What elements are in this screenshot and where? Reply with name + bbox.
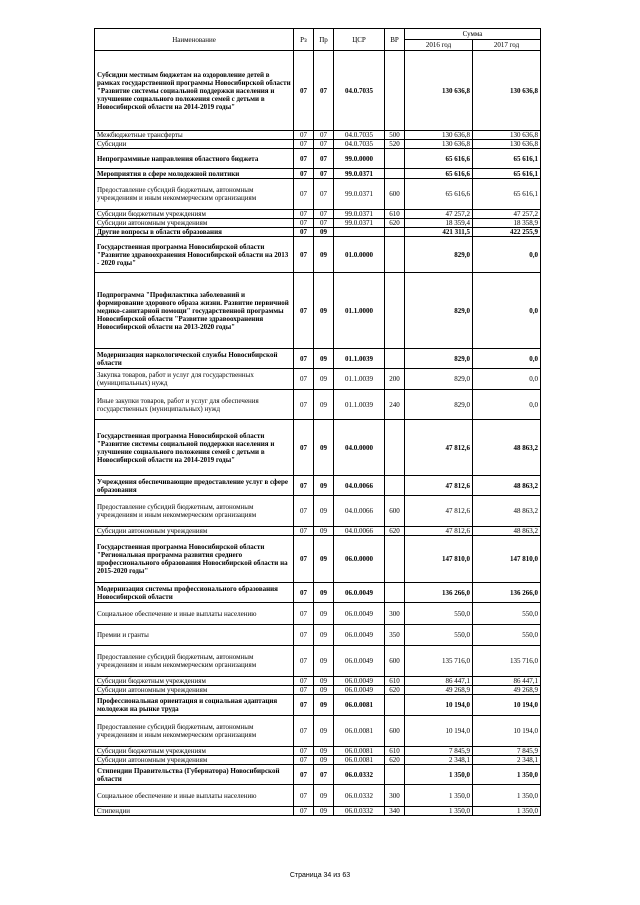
row-name-cell: Субсидии бюджетным учреждениям bbox=[95, 677, 294, 686]
row-sum-2016-cell: 65 616,6 bbox=[405, 179, 473, 210]
row-rz-cell: 07 bbox=[294, 807, 314, 816]
row-name-cell: Предоставление субсидий бюджетным, автономным учреждениям и иным некоммерческим организациям bbox=[95, 716, 294, 747]
row-name-cell: Субсидии автономным учреждениям bbox=[95, 527, 294, 536]
row-sum-2016-cell: 829,0 bbox=[405, 237, 473, 273]
row-csr-cell: 04.0.7035 bbox=[334, 51, 385, 131]
table-row bbox=[95, 210, 541, 219]
row-vr-cell: 610 bbox=[385, 677, 405, 686]
row-rz-cell: 07 bbox=[294, 677, 314, 686]
row-sum-2017-cell: 65 616,1 bbox=[473, 179, 541, 210]
row-name-cell: Стипендии bbox=[95, 807, 294, 816]
row-sum-2016-cell: 421 311,5 bbox=[405, 228, 473, 237]
row-pr-cell: 07 bbox=[314, 765, 334, 785]
row-pr-cell: 09 bbox=[314, 369, 334, 390]
row-csr-cell: 99.0.0371 bbox=[334, 169, 385, 179]
row-name-cell: Государственная программа Новосибирской области "Развитие здравоохранения Новосибирской области на 2013 - 2020 годы" bbox=[95, 237, 294, 273]
row-pr-cell: 07 bbox=[314, 140, 334, 149]
row-sum-2016-cell: 10 194,0 bbox=[405, 716, 473, 747]
row-sum-2017-cell: 18 358,9 bbox=[473, 219, 541, 228]
row-sum-2017-cell: 49 268,9 bbox=[473, 686, 541, 695]
row-name-cell: Подпрограмма "Профилактика заболеваний и формирование здорового образа жизни. Развитие первичной медико-санитарной помощи" государственной программы Новосибирской области "Развитие здравоохранения Новосибирской области на 2013-2020 годы" bbox=[95, 273, 294, 349]
row-csr-cell: 06.0.0049 bbox=[334, 603, 385, 625]
row-sum-2017-cell: 48 863,2 bbox=[473, 496, 541, 527]
row-csr-cell: 01.1.0039 bbox=[334, 390, 385, 420]
row-csr-cell: 01.0.0000 bbox=[334, 237, 385, 273]
row-name-cell: Субсидии автономным учреждениям bbox=[95, 756, 294, 765]
row-name-cell: Субсидии автономным учреждениям bbox=[95, 686, 294, 695]
row-pr-cell: 09 bbox=[314, 747, 334, 756]
row-pr-cell: 09 bbox=[314, 420, 334, 476]
row-name-cell: Государственная программа Новосибирской области "Развитие системы социальной поддержки населения и улучшение социального положения семей с детьми в Новосибирской области на 2014-2019 годы" bbox=[95, 420, 294, 476]
table-row bbox=[95, 646, 541, 677]
row-csr-cell: 06.0.0081 bbox=[334, 756, 385, 765]
row-sum-2016-cell: 47 812,6 bbox=[405, 527, 473, 536]
row-vr-cell bbox=[385, 51, 405, 131]
row-sum-2017-cell: 550,0 bbox=[473, 603, 541, 625]
row-rz-cell: 07 bbox=[294, 369, 314, 390]
row-pr-cell: 09 bbox=[314, 686, 334, 695]
row-pr-cell: 07 bbox=[314, 219, 334, 228]
row-name-cell: Модернизация системы профессионального образования Новосибирской области bbox=[95, 583, 294, 603]
row-sum-2017-cell: 48 863,2 bbox=[473, 476, 541, 496]
row-sum-2017-cell: 2 348,1 bbox=[473, 756, 541, 765]
row-vr-cell: 620 bbox=[385, 527, 405, 536]
row-rz-cell: 07 bbox=[294, 765, 314, 785]
row-sum-2017-cell: 1 350,0 bbox=[473, 807, 541, 816]
row-vr-cell: 350 bbox=[385, 625, 405, 646]
row-vr-cell: 600 bbox=[385, 646, 405, 677]
row-sum-2016-cell: 65 616,6 bbox=[405, 149, 473, 169]
row-pr-cell: 09 bbox=[314, 349, 334, 369]
row-sum-2016-cell: 829,0 bbox=[405, 390, 473, 420]
header-pr: Пр bbox=[314, 29, 334, 51]
table-body bbox=[95, 51, 541, 816]
row-csr-cell: 99.0.0371 bbox=[334, 219, 385, 228]
row-pr-cell: 09 bbox=[314, 807, 334, 816]
row-csr-cell: 01.1.0039 bbox=[334, 349, 385, 369]
row-sum-2017-cell: 0,0 bbox=[473, 390, 541, 420]
row-sum-2016-cell: 829,0 bbox=[405, 349, 473, 369]
row-sum-2016-cell: 147 810,0 bbox=[405, 536, 473, 583]
row-pr-cell: 09 bbox=[314, 677, 334, 686]
row-rz-cell: 07 bbox=[294, 169, 314, 179]
row-name-cell: Предоставление субсидий бюджетным, автономным учреждениям и иным некоммерческим организациям bbox=[95, 496, 294, 527]
row-sum-2017-cell: 422 255,9 bbox=[473, 228, 541, 237]
row-rz-cell: 07 bbox=[294, 496, 314, 527]
row-pr-cell: 09 bbox=[314, 785, 334, 807]
header-year-2017: 2017 год bbox=[473, 40, 541, 51]
row-sum-2016-cell: 47 812,6 bbox=[405, 476, 473, 496]
row-rz-cell: 07 bbox=[294, 527, 314, 536]
row-name-cell: Субсидии бюджетным учреждениям bbox=[95, 747, 294, 756]
row-sum-2016-cell: 550,0 bbox=[405, 603, 473, 625]
header-rz: Рз bbox=[294, 29, 314, 51]
table-row bbox=[95, 527, 541, 536]
table-row bbox=[95, 807, 541, 816]
row-sum-2016-cell: 829,0 bbox=[405, 273, 473, 349]
row-vr-cell bbox=[385, 169, 405, 179]
row-csr-cell: 06.0.0000 bbox=[334, 536, 385, 583]
row-rz-cell: 07 bbox=[294, 756, 314, 765]
row-sum-2016-cell: 86 447,1 bbox=[405, 677, 473, 686]
row-sum-2017-cell: 48 863,2 bbox=[473, 420, 541, 476]
row-pr-cell: 09 bbox=[314, 476, 334, 496]
table-row bbox=[95, 476, 541, 496]
row-name-cell: Закупка товаров, работ и услуг для государственных (муниципальных) нужд bbox=[95, 369, 294, 390]
row-rz-cell: 07 bbox=[294, 646, 314, 677]
row-sum-2017-cell: 10 194,0 bbox=[473, 716, 541, 747]
row-rz-cell: 07 bbox=[294, 716, 314, 747]
row-rz-cell: 07 bbox=[294, 228, 314, 237]
row-sum-2017-cell: 48 863,2 bbox=[473, 527, 541, 536]
row-vr-cell: 600 bbox=[385, 179, 405, 210]
budget-table bbox=[94, 28, 541, 816]
row-vr-cell: 620 bbox=[385, 686, 405, 695]
row-sum-2016-cell: 65 616,6 bbox=[405, 169, 473, 179]
row-name-cell: Предоставление субсидий бюджетным, автономным учреждениям и иным некоммерческим организациям bbox=[95, 179, 294, 210]
row-rz-cell: 07 bbox=[294, 51, 314, 131]
row-sum-2016-cell: 47 257,2 bbox=[405, 210, 473, 219]
row-pr-cell: 09 bbox=[314, 756, 334, 765]
row-sum-2017-cell: 65 616,1 bbox=[473, 169, 541, 179]
row-pr-cell: 09 bbox=[314, 583, 334, 603]
row-csr-cell: 06.0.0081 bbox=[334, 747, 385, 756]
row-rz-cell: 07 bbox=[294, 149, 314, 169]
row-vr-cell: 610 bbox=[385, 747, 405, 756]
row-name-cell: Учреждения обеспечивающие предоставление услуг в сфере образования bbox=[95, 476, 294, 496]
row-csr-cell: 06.0.0049 bbox=[334, 686, 385, 695]
row-pr-cell: 09 bbox=[314, 390, 334, 420]
row-rz-cell: 07 bbox=[294, 603, 314, 625]
row-name-cell: Профессиональная ориентация и социальная адаптация молодежи на рынке труда bbox=[95, 695, 294, 716]
row-csr-cell: 04.0.7035 bbox=[334, 140, 385, 149]
row-name-cell: Премии и гранты bbox=[95, 625, 294, 646]
row-name-cell: Мероприятия в сфере молодежной политики bbox=[95, 169, 294, 179]
row-csr-cell: 99.0.0371 bbox=[334, 210, 385, 219]
row-pr-cell: 09 bbox=[314, 527, 334, 536]
table-row bbox=[95, 131, 541, 140]
row-pr-cell: 07 bbox=[314, 169, 334, 179]
row-name-cell: Субсидии автономным учреждениям bbox=[95, 219, 294, 228]
row-pr-cell: 07 bbox=[314, 51, 334, 131]
row-csr-cell: 06.0.0081 bbox=[334, 695, 385, 716]
table-row bbox=[95, 140, 541, 149]
table-row bbox=[95, 603, 541, 625]
row-csr-cell: 01.1.0039 bbox=[334, 369, 385, 390]
row-csr-cell: 06.0.0049 bbox=[334, 677, 385, 686]
row-name-cell: Иные закупки товаров, работ и услуг для обеспечения государственных (муниципальных) нужд bbox=[95, 390, 294, 420]
table-row bbox=[95, 695, 541, 716]
row-sum-2016-cell: 1 350,0 bbox=[405, 785, 473, 807]
row-sum-2016-cell: 130 636,8 bbox=[405, 131, 473, 140]
row-vr-cell: 300 bbox=[385, 785, 405, 807]
row-vr-cell: 600 bbox=[385, 496, 405, 527]
row-vr-cell bbox=[385, 583, 405, 603]
row-csr-cell: 99.0.0371 bbox=[334, 179, 385, 210]
row-pr-cell: 07 bbox=[314, 210, 334, 219]
row-name-cell: Межбюджетные трансферты bbox=[95, 131, 294, 140]
row-sum-2017-cell: 136 266,0 bbox=[473, 583, 541, 603]
table-row bbox=[95, 677, 541, 686]
row-csr-cell: 06.0.0049 bbox=[334, 646, 385, 677]
row-name-cell: Субсидии бюджетным учреждениям bbox=[95, 210, 294, 219]
row-sum-2017-cell: 130 636,8 bbox=[473, 131, 541, 140]
row-vr-cell bbox=[385, 228, 405, 237]
row-vr-cell: 200 bbox=[385, 369, 405, 390]
row-sum-2017-cell: 0,0 bbox=[473, 237, 541, 273]
row-sum-2016-cell: 47 812,6 bbox=[405, 420, 473, 476]
row-pr-cell: 07 bbox=[314, 149, 334, 169]
row-sum-2016-cell: 550,0 bbox=[405, 625, 473, 646]
row-pr-cell: 09 bbox=[314, 273, 334, 349]
header-sum: Сумма bbox=[405, 29, 541, 40]
table-row bbox=[95, 349, 541, 369]
row-csr-cell: 04.0.7035 bbox=[334, 131, 385, 140]
row-sum-2016-cell: 1 350,0 bbox=[405, 807, 473, 816]
header-name: Наименование bbox=[95, 29, 294, 51]
row-name-cell: Субсидии bbox=[95, 140, 294, 149]
table-row bbox=[95, 219, 541, 228]
row-pr-cell: 09 bbox=[314, 228, 334, 237]
row-vr-cell bbox=[385, 149, 405, 169]
row-vr-cell bbox=[385, 273, 405, 349]
row-pr-cell: 09 bbox=[314, 695, 334, 716]
row-csr-cell: 04.0.0066 bbox=[334, 527, 385, 536]
row-vr-cell: 500 bbox=[385, 131, 405, 140]
row-sum-2017-cell: 0,0 bbox=[473, 273, 541, 349]
table-row bbox=[95, 273, 541, 349]
row-rz-cell: 07 bbox=[294, 686, 314, 695]
row-sum-2017-cell: 7 845,9 bbox=[473, 747, 541, 756]
table-row bbox=[95, 536, 541, 583]
table-row bbox=[95, 390, 541, 420]
row-sum-2016-cell: 49 268,9 bbox=[405, 686, 473, 695]
row-rz-cell: 07 bbox=[294, 179, 314, 210]
row-pr-cell: 07 bbox=[314, 131, 334, 140]
table-row bbox=[95, 228, 541, 237]
row-rz-cell: 07 bbox=[294, 536, 314, 583]
row-csr-cell: 06.0.0332 bbox=[334, 785, 385, 807]
row-sum-2016-cell: 10 194,0 bbox=[405, 695, 473, 716]
row-sum-2016-cell: 130 636,8 bbox=[405, 51, 473, 131]
row-sum-2016-cell: 135 716,0 bbox=[405, 646, 473, 677]
table-row bbox=[95, 765, 541, 785]
row-sum-2017-cell: 10 194,0 bbox=[473, 695, 541, 716]
row-vr-cell bbox=[385, 420, 405, 476]
row-rz-cell: 07 bbox=[294, 476, 314, 496]
table-row bbox=[95, 496, 541, 527]
row-sum-2017-cell: 135 716,0 bbox=[473, 646, 541, 677]
row-rz-cell: 07 bbox=[294, 747, 314, 756]
row-vr-cell bbox=[385, 476, 405, 496]
row-sum-2016-cell: 829,0 bbox=[405, 369, 473, 390]
row-pr-cell: 09 bbox=[314, 646, 334, 677]
row-rz-cell: 07 bbox=[294, 785, 314, 807]
row-rz-cell: 07 bbox=[294, 237, 314, 273]
row-sum-2017-cell: 0,0 bbox=[473, 369, 541, 390]
row-csr-cell: 06.0.0049 bbox=[334, 625, 385, 646]
row-vr-cell bbox=[385, 237, 405, 273]
table-row bbox=[95, 169, 541, 179]
row-sum-2017-cell: 550,0 bbox=[473, 625, 541, 646]
row-name-cell: Модернизация наркологической службы Новосибирской области bbox=[95, 349, 294, 369]
row-name-cell: Стипендии Правительства (Губернатора) Новосибирской области bbox=[95, 765, 294, 785]
table-row bbox=[95, 51, 541, 131]
row-vr-cell: 620 bbox=[385, 756, 405, 765]
row-pr-cell: 09 bbox=[314, 603, 334, 625]
table-row bbox=[95, 747, 541, 756]
row-pr-cell: 07 bbox=[314, 179, 334, 210]
table-row bbox=[95, 420, 541, 476]
row-sum-2017-cell: 65 616,1 bbox=[473, 149, 541, 169]
row-sum-2016-cell: 1 350,0 bbox=[405, 765, 473, 785]
row-rz-cell: 07 bbox=[294, 695, 314, 716]
table-row bbox=[95, 686, 541, 695]
table-row bbox=[95, 583, 541, 603]
row-csr-cell: 04.0.0000 bbox=[334, 420, 385, 476]
row-csr-cell: 04.0.0066 bbox=[334, 476, 385, 496]
row-name-cell: Другие вопросы в области образования bbox=[95, 228, 294, 237]
row-vr-cell: 620 bbox=[385, 219, 405, 228]
row-csr-cell: 06.0.0081 bbox=[334, 716, 385, 747]
table-row bbox=[95, 785, 541, 807]
row-csr-cell bbox=[334, 228, 385, 237]
row-vr-cell bbox=[385, 695, 405, 716]
table-row bbox=[95, 369, 541, 390]
page-number-footer: Страница 34 из 63 bbox=[289, 872, 351, 879]
row-vr-cell: 340 bbox=[385, 807, 405, 816]
table-row bbox=[95, 625, 541, 646]
row-name-cell: Социальное обеспечение и иные выплаты населению bbox=[95, 603, 294, 625]
row-sum-2017-cell: 147 810,0 bbox=[473, 536, 541, 583]
row-sum-2017-cell: 1 350,0 bbox=[473, 765, 541, 785]
table-row bbox=[95, 237, 541, 273]
header-csr: ЦСР bbox=[334, 29, 385, 51]
table-row bbox=[95, 179, 541, 210]
row-rz-cell: 07 bbox=[294, 140, 314, 149]
row-rz-cell: 07 bbox=[294, 219, 314, 228]
row-vr-cell bbox=[385, 349, 405, 369]
row-sum-2017-cell: 1 350,0 bbox=[473, 785, 541, 807]
row-pr-cell: 09 bbox=[314, 496, 334, 527]
row-pr-cell: 09 bbox=[314, 625, 334, 646]
row-sum-2017-cell: 47 257,2 bbox=[473, 210, 541, 219]
row-csr-cell: 06.0.0332 bbox=[334, 807, 385, 816]
row-name-cell: Государственная программа Новосибирской области "Региональная программа развития среднего профессионального образования Новосибирской области на 2015-2020 годы" bbox=[95, 536, 294, 583]
row-sum-2016-cell: 47 812,6 bbox=[405, 496, 473, 527]
row-sum-2017-cell: 130 636,8 bbox=[473, 140, 541, 149]
table-row bbox=[95, 716, 541, 747]
row-csr-cell: 04.0.0066 bbox=[334, 496, 385, 527]
row-pr-cell: 09 bbox=[314, 237, 334, 273]
row-vr-cell: 240 bbox=[385, 390, 405, 420]
row-rz-cell: 07 bbox=[294, 273, 314, 349]
row-name-cell: Непрограммные направления областного бюджета bbox=[95, 149, 294, 169]
row-csr-cell: 99.0.0000 bbox=[334, 149, 385, 169]
row-sum-2016-cell: 130 636,8 bbox=[405, 140, 473, 149]
row-sum-2016-cell: 18 359,4 bbox=[405, 219, 473, 228]
row-csr-cell: 01.1.0000 bbox=[334, 273, 385, 349]
row-sum-2016-cell: 7 845,9 bbox=[405, 747, 473, 756]
budget-page bbox=[94, 28, 540, 816]
row-vr-cell: 610 bbox=[385, 210, 405, 219]
row-rz-cell: 07 bbox=[294, 625, 314, 646]
row-vr-cell: 300 bbox=[385, 603, 405, 625]
row-sum-2017-cell: 86 447,1 bbox=[473, 677, 541, 686]
row-pr-cell: 09 bbox=[314, 716, 334, 747]
row-rz-cell: 07 bbox=[294, 131, 314, 140]
row-rz-cell: 07 bbox=[294, 210, 314, 219]
row-name-cell: Предоставление субсидий бюджетным, автономным учреждениям и иным некоммерческим организациям bbox=[95, 646, 294, 677]
row-vr-cell: 520 bbox=[385, 140, 405, 149]
row-vr-cell bbox=[385, 536, 405, 583]
row-rz-cell: 07 bbox=[294, 390, 314, 420]
row-pr-cell: 09 bbox=[314, 536, 334, 583]
row-csr-cell: 06.0.0049 bbox=[334, 583, 385, 603]
table-row bbox=[95, 756, 541, 765]
row-name-cell: Субсидии местным бюджетам на оздоровление детей в рамках государственной программы Новосибирской области "Развитие системы социальной поддержки населения и улучшение социального положения семей с детьми в Новосибирской области на 2014-2019 годы" bbox=[95, 51, 294, 131]
row-sum-2016-cell: 136 266,0 bbox=[405, 583, 473, 603]
row-rz-cell: 07 bbox=[294, 349, 314, 369]
row-vr-cell bbox=[385, 765, 405, 785]
header-year-2016: 2016 год bbox=[405, 40, 473, 51]
row-name-cell: Социальное обеспечение и иные выплаты населению bbox=[95, 785, 294, 807]
row-sum-2017-cell: 130 636,8 bbox=[473, 51, 541, 131]
row-rz-cell: 07 bbox=[294, 420, 314, 476]
row-sum-2016-cell: 2 348,1 bbox=[405, 756, 473, 765]
row-rz-cell: 07 bbox=[294, 583, 314, 603]
row-vr-cell: 600 bbox=[385, 716, 405, 747]
row-csr-cell: 06.0.0332 bbox=[334, 765, 385, 785]
header-vr: ВР bbox=[385, 29, 405, 51]
row-sum-2017-cell: 0,0 bbox=[473, 349, 541, 369]
table-row bbox=[95, 149, 541, 169]
